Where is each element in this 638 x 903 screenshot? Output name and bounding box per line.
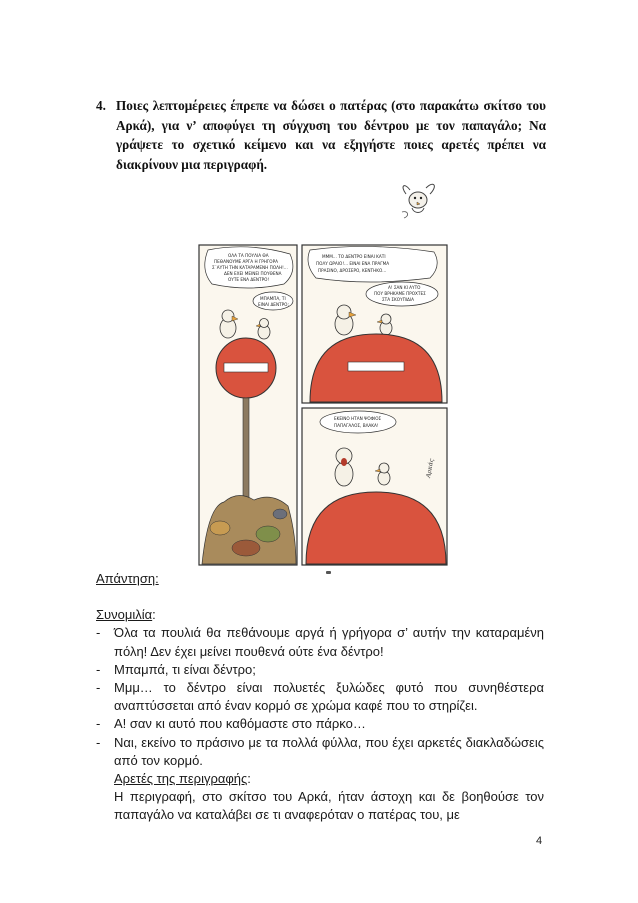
question-number: 4.: [96, 98, 106, 113]
dialogue-text: Μπαμπά, τι είναι δέντρο;: [114, 661, 256, 677]
dialogue-colon: :: [152, 607, 156, 623]
dialogue-text: Μμμ… το δέντρο είναι πολυετές ξυλώδες φυτό που συνηθέστερα αναπτύσσεται από έναν κορμό σε χρώμα καφέ που το στηρίζει.: [114, 680, 544, 714]
p2-b2-line1: Α! ΣΑΝ ΚΙ ΑΥΤΟ: [388, 285, 421, 290]
p2-b1-line3: ΠΡΑΣΙΝΟ, ΔΡΟΣΕΡΟ, ΚΕΝΤΗΚΟ...: [318, 268, 387, 273]
dialogue-line: [96, 715, 544, 733]
dialogue-line: [96, 679, 544, 715]
comic-panel-1: [199, 245, 297, 565]
dash-marker: -: [96, 734, 101, 750]
p1-b2-line1: ΜΠΑΜΠΑ, ΤΙ: [260, 296, 286, 301]
virtues-colon: :: [247, 771, 251, 787]
dialogue-text: Όλα τα πουλιά θα πεθάνουμε αργά ή γρήγορα σ’ αυτήν την καταραμένη πόλη! Δεν έχει μείνει πουθενά ούτε ένα δέντρο!: [114, 625, 544, 659]
p2-b2-line3: ΣΤΑ ΣΚΟΥΠΙΔΙΑ: [382, 297, 414, 302]
flying-bird-illustration: [396, 180, 442, 224]
question-4: [96, 96, 546, 174]
virtues-label: Αρετές της περιγραφής: [114, 771, 248, 787]
p3-b1-line2: ΠΑΠΑΓΑΛΟΣ, ΒΛΑΚΑ!: [334, 423, 379, 428]
virtues-section: [96, 770, 544, 825]
virtues-text: Η περιγραφή, στο σκίτσο του Αρκά, ήταν άστοχη και δε βοηθούσε τον παπαγάλο να καταλάβει σε τι αναφερόταν ο πατέρας του, με: [114, 789, 544, 823]
dialogue-text: Α! σαν κι αυτό που καθόμαστε στο πάρκο…: [114, 716, 366, 732]
p2-b1-line1: ΜΜΜ... ΤΟ ΔΕΝΤΡΟ ΕΙΝΑΙ ΚΑΤΙ: [322, 254, 386, 259]
dialogue-label: Συνομιλία: [96, 607, 153, 623]
p1-b1-line4: ΔΕΝ ΕΧΕΙ ΜΕΙΝΕΙ ΠΟΥΘΕΝΑ: [224, 271, 282, 276]
p1-b2-line2: ΕΙΝΑΙ ΔΕΝΤΡΟ;: [258, 302, 289, 307]
comic-panel-2: [302, 245, 447, 403]
comic-signature: Αρκάς: [425, 458, 436, 479]
dialogue-text: Ναι, εκείνο το πράσινο με τα πολλά φύλλα, που έχει αρκετές διακλαδώσεις από τον κορμό.: [114, 734, 544, 768]
answer-section: [96, 570, 544, 825]
page-number: 4: [536, 835, 543, 847]
question-text: Ποιες λεπτομέρειες έπρεπε να δώσει ο πατέρας (στο παρακάτω σκίτσο του Αρκά), για ν’ αποφύγει τη σύγχυση του δέντρου με τον παπαγάλο; Να γράψετε το σχετικό κείμενο και να εξηγήστε ποιες αρετές πρέπει να διακρίνουν μια περιγραφή.: [116, 98, 546, 172]
dash-marker: -: [96, 680, 101, 696]
p1-b1-line3: Σ΄ΑΥΤΗ ΤΗΝ ΚΑΤΑΡΑΜΕΝΗ ΠΟΛΗ!...: [212, 265, 288, 270]
comic-strip-arkas: [198, 244, 448, 566]
p1-b1-line2: ΠΕΘΑΝΟΥΜΕ ΑΡΓΑ Η ΓΡΗΓΟΡΑ: [214, 259, 278, 264]
dialogue-line: [96, 624, 544, 660]
dash-marker: -: [96, 661, 101, 677]
answer-heading: Απάντηση:: [96, 571, 159, 586]
p1-b1-line1: ΟΛΑ ΤΑ ΠΟΥΛΙΑ ΘΑ: [228, 253, 269, 258]
dash-marker: -: [96, 716, 101, 732]
dash-marker: -: [96, 625, 101, 641]
comic-panel-3: [302, 408, 447, 565]
p2-b2-line2: ΠΟΥ ΒΡΗΚΑΜΕ ΠΡΟΧΤΕΣ: [374, 291, 426, 296]
dialogue-list: [96, 624, 544, 770]
p2-b1-line2: ΠΟΛΥ ΩΡΑΙΟ!... ΕΙΝΑΙ ΕΝΑ ΠΡΑΓΜΑ: [316, 261, 390, 266]
p3-b1-line1: ΕΚΕΙΝΟ ΗΤΑΝ ΨΟΦΙΟΣ: [334, 416, 382, 421]
dialogue-line: [96, 661, 544, 679]
dialogue-line: [96, 734, 544, 770]
dialogue-heading: [96, 606, 544, 624]
p1-b1-line5: ΟΥΤΕ ΕΝΑ ΔΕΝΤΡΟ!: [228, 277, 270, 282]
